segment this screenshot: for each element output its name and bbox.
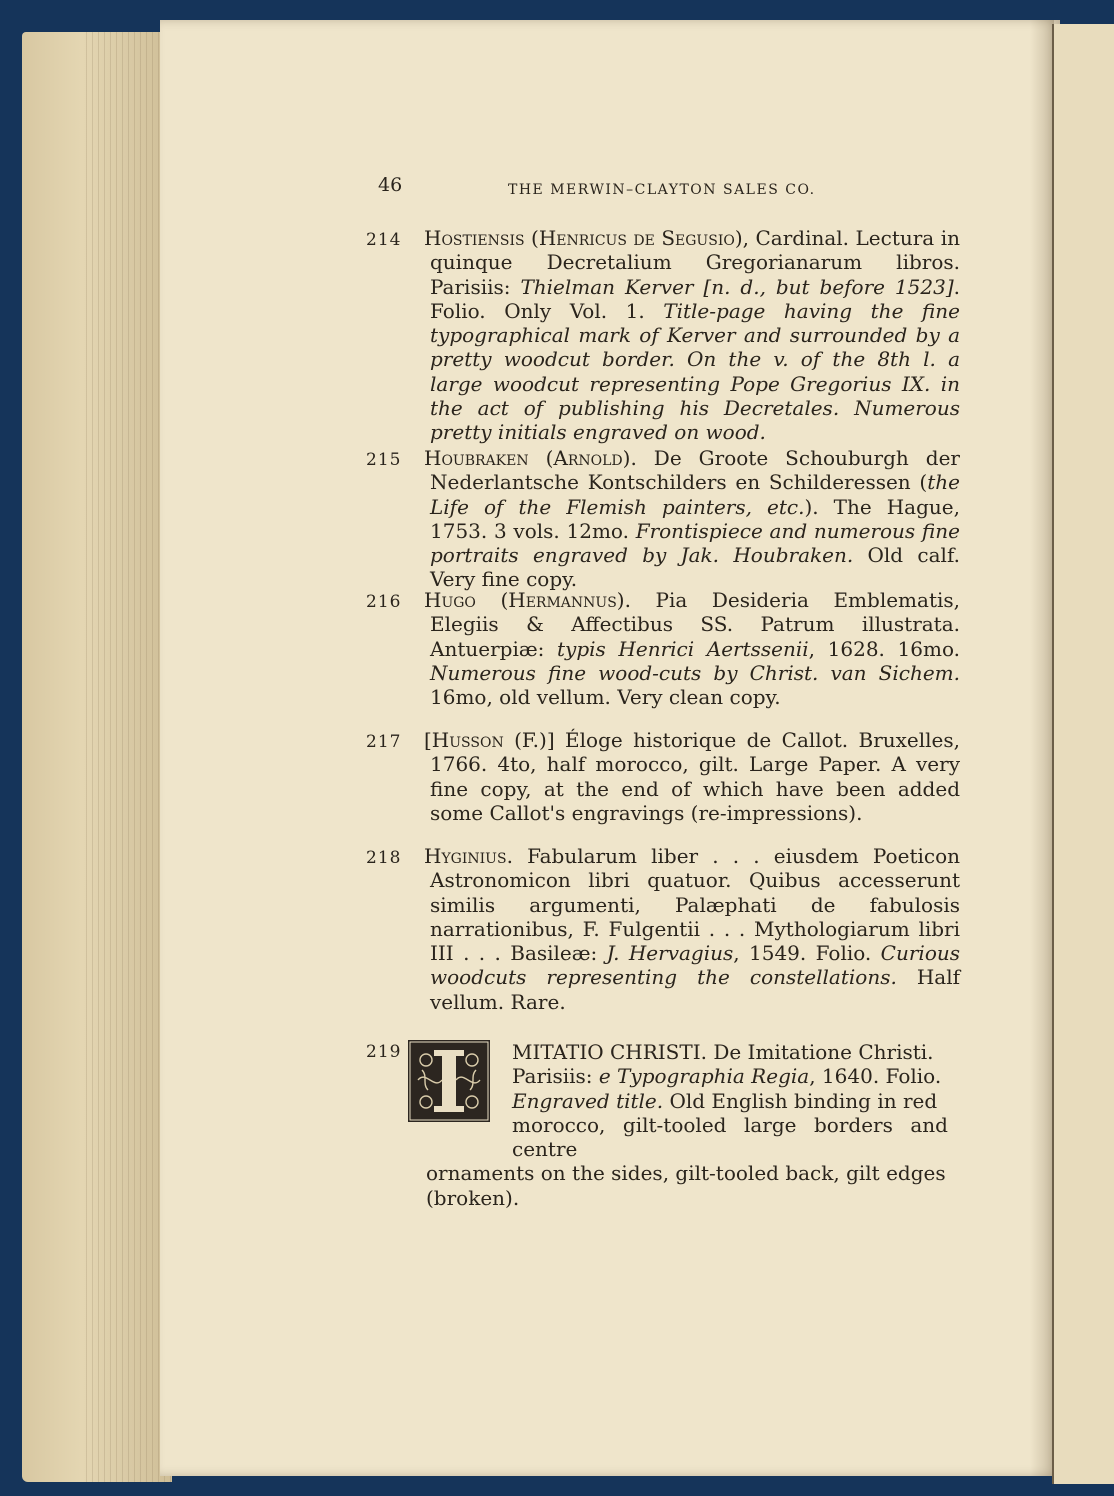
entry-heading: Hugo (Hermannus) (424, 588, 625, 612)
facing-page-edge (1052, 24, 1114, 1484)
catalog-entry-214 (366, 226, 960, 445)
entry-heading: Hyginius (424, 844, 507, 868)
lot-number: 216 (366, 592, 402, 612)
decorated-initial-i-icon (408, 1040, 490, 1122)
page-header (378, 173, 838, 199)
catalog-entry-215 (366, 446, 960, 592)
catalog-entry-216 (366, 588, 960, 710)
running-head: THE MERWIN–CLAYTON SALES CO. (508, 182, 816, 198)
lot-number: 217 (366, 732, 402, 752)
lot-number: 215 (366, 450, 402, 470)
ornamental-initial-icon (408, 1040, 490, 1122)
entry-text: Hugo (Hermannus). Pia Desideria Emblematis, Elegiis & Affectibus SS. Patrum illustrata. Antuerpiæ: typis Henrici Aertssenii, 1628. 16mo. Numerous fine wood-cuts by Christ. van Sichem. 16mo, old vellum. Very clean copy. (424, 588, 960, 710)
lot-number: 219 (366, 1042, 402, 1062)
entry-text: MITATIO CHRISTI. De Imitatione Christi. Parisiis: e Typographia Regia, 1640. Folio. Engraved title. Old English binding in red morocco, gilt-tooled large borders and centre ornaments on the sides, gilt-tooled back, gilt edges (broken). (426, 1040, 948, 1210)
lot-number: 214 (366, 230, 402, 250)
entry-heading: [Husson (F.)] (424, 728, 555, 752)
catalog-entry-218 (366, 844, 961, 1014)
entry-text: Hyginius. Fabularum liber . . . eiusdem Poeticon Astronomicon libri quatuor. Quibus accesserunt similis argumenti, Palæphati de fabulosis narrationibus, F. Fulgentii . . . Mythologiarum libri III . . . Basileæ: J. Hervagius, 1549. Folio. Curious woodcuts representing the constellations. Half vellum. Rare. (424, 844, 961, 1014)
lot-number: 218 (366, 848, 402, 868)
page-edges (22, 32, 172, 1482)
entry-text: Houbraken (Arnold). De Groote Schouburgh der Nederlantsche Kontschilders en Schilderessen (the Life of the Flemish painters, etc.). The Hague, 1753. 3 vols. 12mo. Frontispiece and numerous fine portraits engraved by Jak. Houbraken. Old calf. Very fine copy. (424, 446, 960, 592)
gutter-shadow (1030, 20, 1054, 1476)
entry-text: [Husson (F.)] Éloge historique de Callot. Bruxelles, 1766. 4to, half morocco, gilt. Large Paper. A very fine copy, at the end of which have been added some Callot's engravings (re-impressions). (424, 728, 961, 825)
page-number: 46 (378, 174, 403, 196)
entry-heading: Houbraken (Arnold) (424, 446, 631, 470)
entry-text: Hostiensis (Henricus de Segusio), Cardinal. Lectura in quinque Decretalium Gregorianarum libros. Parisiis: Thielman Kerver [n. d., but before 1523]. Folio. Only Vol. 1. Title-page having the fine typographical mark of Kerver and surrounded by a pretty woodcut border. On the v. of the 8th l. a large woodcut representing Pope Gregorius IX. in the act of publishing his Decretales. Numerous pretty initials engraved on wood. (424, 226, 960, 445)
entry-heading: Hostiensis (Henricus de Segusio) (424, 226, 743, 250)
catalog-entry-217 (366, 728, 961, 825)
